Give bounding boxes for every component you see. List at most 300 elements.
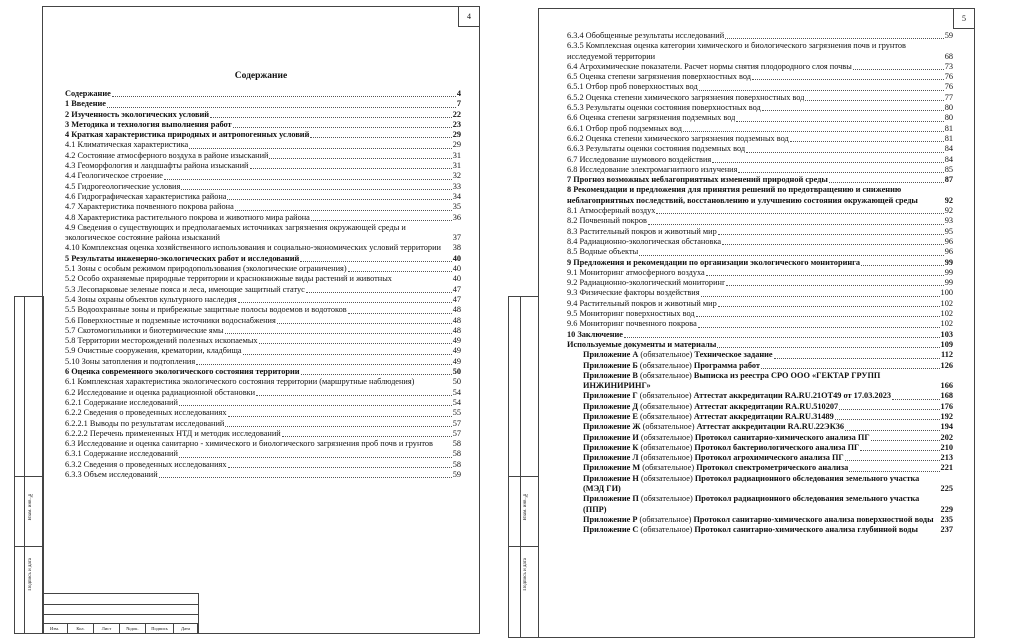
leader-dots: [706, 275, 944, 276]
leader-dots: [805, 100, 943, 101]
leader-dots: [683, 131, 944, 132]
appendix-kind: (обязательное): [638, 453, 695, 463]
toc-page-number: 213: [940, 453, 953, 463]
toc-entry-text: 5.3 Лесопарковые зеленые пояса и леса, имеющие защитный статус: [65, 284, 305, 294]
leader-dots: [746, 152, 944, 153]
toc-page-number: 37: [452, 233, 461, 243]
leader-dots: [712, 162, 943, 163]
leader-dots: [861, 265, 944, 266]
toc-entry-text: 5.5 Водоохранные зоны и прибрежные защитные полосы водоемов и водотоков: [65, 305, 347, 315]
appendix-title: Протокол агрохимического анализа ПГ: [694, 453, 844, 463]
leader-dots: [829, 182, 944, 183]
toc-page-right: [538, 8, 975, 638]
toc-entry-text: 5.9 Очистные сооружения, крематории, кладбища: [65, 346, 242, 356]
toc-entry: [567, 371, 953, 392]
toc-entry-text: 5.7 Скотомогильники и биотермические ямы: [65, 325, 224, 335]
toc-page-number: 32: [452, 171, 461, 181]
toc-page-number: 36: [452, 212, 461, 222]
toc-entry-text: 6.3.4 Обобщенные результаты исследований: [567, 31, 725, 40]
appendix-label: Приложение Л: [583, 453, 639, 463]
leader-dots: [736, 121, 943, 122]
title-block-label: Дата: [174, 623, 198, 633]
toc-entry-text: 8 Рекомендации и предложения для принятия решений по предотвращению и снижению неблагоприятных последствий, восстановлению и улучшению состояния окружающей среды: [567, 185, 918, 205]
leader-dots: [301, 374, 452, 375]
toc-entry-text: 8.1 Атмосферный воздух: [567, 206, 656, 216]
toc-page-number: 48: [452, 305, 461, 315]
toc-entry-text: [583, 402, 838, 412]
leader-dots: [761, 368, 940, 369]
toc-page-number: 176: [940, 401, 953, 411]
appendix-label: Приложение Р: [583, 514, 638, 524]
leader-dots: [762, 110, 944, 111]
toc-page-number: 49: [452, 336, 461, 346]
toc-entry: [65, 182, 461, 192]
leader-dots: [210, 117, 452, 118]
leader-dots: [227, 199, 451, 200]
toc-page-number: 58: [452, 439, 461, 449]
toc-page-number: 202: [940, 432, 953, 442]
toc-page-number: 87: [944, 175, 953, 185]
leader-dots: [696, 316, 940, 317]
appendix-label: Приложение Д: [583, 401, 639, 411]
toc-entry: [65, 192, 461, 202]
toc-entry-text: 6.6.1 Отбор проб подземных вод: [567, 123, 683, 133]
appendix-title: Протокол радиационного обследования земельного участка (ППР): [583, 494, 920, 514]
leader-dots: [233, 127, 452, 128]
leader-dots: [228, 416, 452, 417]
leader-dots: [853, 69, 944, 70]
leader-dots: [718, 306, 940, 307]
toc-page-number: 221: [940, 463, 953, 473]
toc-page-number: 99: [944, 267, 953, 277]
toc-entry-text: 8.2 Почвенный покров: [567, 216, 647, 226]
toc-entry-text: 4.9 Сведения о существующих и предполагаемых источниках загрязнения окружающей среды и экологическое состояние района изысканий: [65, 222, 406, 243]
appendix-label: Приложение С: [583, 525, 639, 535]
toc-entry-text: [583, 391, 891, 401]
toc-entry: [567, 41, 953, 62]
leader-dots: [269, 158, 451, 159]
toc-page-number: 225: [940, 484, 953, 494]
leader-dots: [196, 364, 452, 365]
toc-entry: [567, 134, 953, 144]
toc-entry-text: 10 Заключение: [567, 329, 623, 339]
toc-entry: [65, 110, 461, 120]
leader-dots: [718, 234, 944, 235]
toc-entry-text: 6.4 Агрохимические показатели. Расчет нормы снятия плодородного слоя почвы: [567, 61, 852, 71]
toc-page-number: 99: [944, 278, 953, 288]
appendix-title: Аттестат аккредитации RA.RU.22ЭК36: [696, 422, 845, 432]
leader-dots: [726, 285, 943, 286]
leader-dots: [164, 179, 452, 180]
appendix-label: Приложение К: [583, 442, 639, 452]
toc-page-number: 102: [940, 309, 953, 319]
toc-page-number: 80: [944, 103, 953, 113]
toc-entry: [567, 453, 953, 463]
leader-dots: [701, 296, 940, 297]
toc-entry: [65, 254, 461, 264]
title-block: [42, 593, 199, 633]
toc-page-number: 55: [452, 408, 461, 418]
toc-page-number: 23: [452, 119, 461, 129]
toc-entry: [65, 274, 461, 284]
leader-dots: [656, 213, 943, 214]
toc-entry: [65, 305, 461, 315]
toc-page-number: 112: [941, 350, 953, 360]
appendix-kind: (обязательное): [638, 473, 695, 483]
toc-entry-text: 9.3 Физические факторы воздействия: [567, 288, 700, 298]
toc-entry-text: 9.4 Растительный покров и животный мир: [567, 298, 717, 308]
toc-entry-text: Используемые документы и материалы: [567, 339, 717, 349]
toc-page-number: 22: [452, 109, 461, 119]
toc-entry: [65, 326, 461, 336]
toc-entry-text: 9.5 Мониторинг поверхностных вод: [567, 309, 695, 319]
toc-entry: [65, 202, 461, 212]
leader-dots: [860, 450, 939, 451]
toc-page-number: 4: [456, 89, 461, 98]
toc-entry-text: 6.2.2 Сведения о проведенных исследованиях: [65, 408, 227, 418]
leader-dots: [277, 323, 452, 324]
leader-dots: [235, 210, 452, 211]
toc-page-number: 126: [940, 360, 953, 370]
toc-page-number: 81: [944, 133, 953, 143]
toc-page-number: 40: [452, 253, 461, 263]
toc-page-number: 68: [944, 51, 953, 61]
appendix-title: Аттестат аккредитации RA.RU.21ОТ49 от 17.03.2023: [693, 391, 892, 401]
leader-dots: [179, 457, 452, 458]
toc-page-number: 48: [452, 315, 461, 325]
toc-entry-text: [583, 350, 773, 360]
toc-entry: [65, 151, 461, 161]
toc-entry: [567, 391, 953, 401]
toc-page-number: 47: [452, 284, 461, 294]
toc-page-number: 235: [940, 514, 953, 524]
toc-entry: [567, 494, 953, 515]
appendix-kind: (обязательное): [637, 514, 694, 524]
toc-entry: [567, 402, 953, 412]
toc-entry-text: 4.10 Комплексная оценка хозяйственного использования и социально-экономических условий территории: [65, 243, 441, 253]
page-number: 4: [458, 6, 480, 27]
leader-dots: [774, 358, 940, 359]
toc-entry: [65, 213, 461, 223]
toc-entry-text: Содержание: [65, 89, 111, 98]
appendix-kind: (обязательное): [638, 401, 695, 411]
leader-dots: [256, 395, 452, 396]
toc-page-number: 73: [944, 61, 953, 71]
toc-entry-text: [583, 412, 834, 422]
toc-entry: [567, 422, 953, 432]
appendix-title: Техническое задание: [694, 350, 773, 360]
toc-entry: [65, 316, 461, 326]
toc-entry-text: 9.2 Радиационно-экологический мониторинг: [567, 278, 726, 288]
leader-dots: [107, 107, 456, 108]
toc-entry-text: 6.3.2 Сведения о проведенных исследованиях: [65, 459, 227, 469]
toc-entry: [567, 268, 953, 278]
toc-entry: [65, 367, 461, 377]
toc-entry-text: 6.6.3 Результаты оценки состояния подземных вод: [567, 144, 746, 154]
toc-entry: [65, 243, 461, 253]
toc-entry-text: 6.7 Исследование шумового воздействия: [567, 154, 712, 164]
toc-page-number: 49: [452, 346, 461, 356]
toc-entry-text: 4 Краткая характеристика природных и антропогенных условий: [65, 130, 310, 140]
toc-entry-text: 6 Оценка современного экологического состояния территории: [65, 367, 300, 377]
toc-entry: [567, 474, 953, 495]
toc-page-number: 40: [452, 274, 461, 284]
toc-entry-text: 6.2.2.2 Перечень примененных НТД и методик исследований: [65, 428, 281, 438]
toc-entry: [65, 161, 461, 171]
toc-entry: [65, 388, 461, 398]
toc-entry-text: 4.6 Гидрографическая характеристика района: [65, 191, 227, 201]
appendix-title: Протокол спектрометрического анализа: [696, 463, 849, 473]
toc-title: Содержание: [234, 71, 288, 81]
toc-entry-text: 6.1 Комплексная характеристика экологического состояния территории (маршрутные наблюдения): [65, 377, 415, 387]
toc-entry: [65, 285, 461, 295]
toc-page-number: 102: [940, 298, 953, 308]
appendix-kind: (обязательное): [637, 370, 694, 380]
leader-dots: [717, 347, 939, 348]
toc-page-number: 57: [452, 428, 461, 438]
toc-entry-text: 6.5.1 Отбор проб поверхностных вод: [567, 82, 698, 92]
toc-entry: [567, 299, 953, 309]
appendix-title: Протокол санитарно-химического анализа глубинной воды: [694, 525, 918, 535]
toc-entry-text: 6.2 Исследование и оценка радиационной обстановки: [65, 387, 256, 397]
toc-entry-text: 6.2.2.1 Выводы по результатам исследований: [65, 418, 225, 428]
toc-entry-text: 8.4 Радиационно-экологическая обстановка: [567, 236, 722, 246]
appendix-kind: (обязательное): [637, 411, 694, 421]
toc-page-number: 59: [944, 31, 953, 40]
leader-dots: [282, 436, 452, 437]
toc-page-number: 49: [452, 356, 461, 366]
toc-entry: [65, 223, 461, 244]
toc-entry-text: 8.3 Растительный покров и животный мир: [567, 226, 717, 236]
leader-dots: [112, 96, 456, 97]
toc-entry-text: 5.10 Зоны затопления и подтопления: [65, 356, 196, 366]
toc-entry: [567, 350, 953, 360]
toc-page-number: 80: [944, 113, 953, 123]
title-block-label: №док.: [120, 623, 146, 633]
toc-entry: [567, 206, 953, 216]
leader-dots: [725, 38, 944, 39]
toc-entry-text: 6.5.2 Оценка степени химического загрязнения поверхностных вод: [567, 92, 805, 102]
toc-page-number: 102: [940, 319, 953, 329]
toc-page-number: 96: [944, 236, 953, 246]
toc-page-number: 50: [452, 377, 461, 387]
toc-entry: [567, 412, 953, 422]
leader-dots: [698, 327, 940, 328]
appendix-label: Приложение Г: [583, 391, 638, 401]
toc-entry: [567, 319, 953, 329]
toc-entry-text: 6.5 Оценка степени загрязнения поверхностных вод: [567, 72, 751, 82]
toc-page-number: 168: [940, 391, 953, 401]
toc-page-number: 31: [452, 150, 461, 160]
toc-page-number: 194: [940, 422, 953, 432]
toc-entry: [567, 185, 953, 206]
toc-entry-text: 6.3.1 Содержание исследований: [65, 449, 178, 459]
toc-entry: [65, 171, 461, 181]
toc-page-number: 58: [452, 459, 461, 469]
leader-dots: [181, 189, 451, 190]
toc-entry-text: 5 Результаты инженерно-экологических работ и исследований: [65, 253, 300, 263]
appendix-label: Приложение А: [583, 350, 639, 360]
appendix-title: Выписка из реестра СРО ООО «ГЕКТАР ГРУПП ИНЖИНИРИНГ»: [583, 370, 881, 391]
leader-dots: [348, 313, 452, 314]
toc-page-number: 77: [944, 92, 953, 102]
leader-dots: [311, 220, 452, 221]
toc-entry-text: 5.8 Территории месторождений полезных ископаемых: [65, 336, 258, 346]
appendix-title: Протокол бактериологического анализа ПГ: [694, 442, 860, 452]
toc-page-number: 85: [944, 164, 953, 174]
toc-entry: [65, 460, 461, 470]
toc-entry: [567, 72, 953, 82]
leader-dots: [738, 172, 943, 173]
toc-entry: [65, 470, 461, 480]
appendix-kind: (обязательное): [638, 494, 695, 504]
stamp-label: Взам. инв. №: [28, 492, 33, 521]
toc-entry: [65, 140, 461, 150]
toc-page-number: 76: [944, 82, 953, 92]
toc-page-number: 31: [452, 161, 461, 171]
toc-entry-text: 6.2.1 Содержание исследований: [65, 397, 178, 407]
toc-entry-text: [583, 422, 844, 432]
toc-page-number: 93: [944, 216, 953, 226]
leader-dots: [892, 399, 940, 400]
toc-entry: [567, 330, 953, 340]
toc-entry-text: 8.5 Водные объекты: [567, 247, 639, 257]
leader-dots: [159, 477, 452, 478]
toc-entry: [567, 216, 953, 226]
leader-dots: [300, 261, 451, 262]
toc-entry: [65, 357, 461, 367]
toc-entry-text: 4.8 Характеристика растительного покрова и животного мира района: [65, 212, 310, 222]
stamp-label: Взам. инв. №: [523, 492, 528, 521]
toc-entry-text: 3 Методика и технология выполнения работ: [65, 119, 232, 129]
title-block-label: Лист: [94, 623, 120, 633]
leader-dots: [310, 137, 451, 138]
appendix-label: Приложение Б: [583, 360, 638, 370]
toc-entry: [567, 103, 953, 113]
toc-entry: [65, 264, 461, 274]
toc-page-number: 237: [940, 525, 953, 535]
toc-page-number: 92: [944, 195, 953, 205]
toc-entry: [567, 309, 953, 319]
toc-page-number: 40: [452, 264, 461, 274]
leader-dots: [238, 302, 452, 303]
appendix-kind: (обязательное): [638, 442, 695, 452]
appendix-kind: (обязательное): [638, 525, 695, 535]
toc-entry: [567, 288, 953, 298]
leader-dots: [250, 168, 452, 169]
toc-page-number: 7: [456, 99, 461, 109]
appendix-title: Программа работ: [693, 360, 760, 370]
toc-page-number: 84: [944, 154, 953, 164]
toc-entry-text: 4.1 Климатическая характеристика: [65, 140, 189, 150]
toc-page-number: 109: [940, 339, 953, 349]
leader-dots: [179, 405, 452, 406]
leader-dots: [845, 430, 940, 431]
toc-entry-text: 4.3 Геоморфология и ландшафты района изысканий: [65, 161, 249, 171]
toc-entry: [567, 443, 953, 453]
toc-entry: [567, 62, 953, 72]
toc-entry: [567, 258, 953, 268]
toc-page-number: 35: [452, 202, 461, 212]
toc-entry: [567, 124, 953, 134]
toc-page-number: 95: [944, 226, 953, 236]
appendix-kind: (обязательное): [640, 463, 697, 473]
toc-entry-text: 4.7 Характеристика почвенного покрова района: [65, 202, 234, 212]
toc-page-number: 100: [940, 288, 953, 298]
leader-dots: [243, 354, 452, 355]
toc-page-number: 38: [452, 243, 461, 253]
leader-dots: [648, 224, 944, 225]
toc-entry: [65, 408, 461, 418]
toc-entry-text: 6.6 Оценка степени загрязнения подземных вод: [567, 113, 736, 123]
toc-entry: [567, 515, 953, 525]
leader-dots: [871, 440, 940, 441]
toc-page-number: 34: [452, 191, 461, 201]
appendix-label: Приложение В: [583, 370, 638, 380]
toc-page-number: 50: [452, 367, 461, 377]
appendix-label: Приложение Е: [583, 411, 638, 421]
toc-page-number: 210: [940, 442, 953, 452]
toc-entry: [65, 99, 461, 109]
toc-entry: [567, 237, 953, 247]
toc-entry: [567, 278, 953, 288]
toc-entry: [65, 120, 461, 130]
stamp-label: Подпись и дата: [28, 558, 33, 591]
toc-entry: [65, 346, 461, 356]
toc-entry: [567, 113, 953, 123]
appendix-label: Приложение И: [583, 432, 639, 442]
toc-entry-text: [583, 494, 919, 513]
toc-entry: [65, 439, 461, 449]
toc-entry-text: 6.5.3 Результаты оценки состояния поверхностных вод: [567, 103, 761, 113]
toc-entry-text: 9.6 Мониторинг почвенного покрова: [567, 319, 697, 329]
toc-entry-text: 9 Предложения и рекомендации по организации экологического мониторинга: [567, 257, 861, 267]
toc-entry: [567, 525, 953, 535]
leader-dots: [624, 337, 940, 338]
toc-page-number: 99: [944, 257, 953, 267]
toc-page-number: 192: [940, 411, 953, 421]
page-number: 5: [953, 8, 975, 29]
toc-page-number: 58: [452, 449, 461, 459]
toc-entry-text: [583, 474, 919, 493]
appendix-title: Аттестат аккредитации RA.RU.31489: [693, 411, 834, 421]
leader-dots: [639, 255, 944, 256]
toc-entry: [567, 463, 953, 473]
toc-entry-text: 6.6.2 Оценка степени химического загрязнения подземных вод: [567, 133, 789, 143]
toc-entry-text: 6.3.3 Объем исследований: [65, 469, 158, 479]
toc-entry: [65, 336, 461, 346]
toc-entry-text: 5.6 Поверхностные и подземные источники водоснабжения: [65, 315, 276, 325]
appendix-title: Протокол санитарно-химического анализа ПГ: [694, 432, 870, 442]
leader-dots: [835, 419, 940, 420]
margin-stamp: [508, 296, 538, 636]
toc-page-left: [42, 6, 480, 634]
leader-dots: [839, 409, 939, 410]
toc-entry: [65, 449, 461, 459]
appendix-label: Приложение П: [583, 494, 639, 504]
toc-entry: [65, 89, 461, 99]
appendix-title: Протокол санитарно-химического анализа поверхностной воды: [693, 514, 934, 524]
leader-dots: [699, 90, 944, 91]
stamp-label: Подпись и дата: [523, 558, 528, 591]
appendix-title: Протокол радиационного обследования земельного участка (МЭД ГИ): [583, 473, 920, 494]
toc-entry-text: [583, 371, 880, 390]
leader-dots: [849, 471, 939, 472]
toc-entry-text: 2 Изученность экологических условий: [65, 109, 210, 119]
toc-entry: [567, 155, 953, 165]
appendix-kind: (обязательное): [637, 360, 694, 370]
toc-page-number: 76: [944, 72, 953, 82]
